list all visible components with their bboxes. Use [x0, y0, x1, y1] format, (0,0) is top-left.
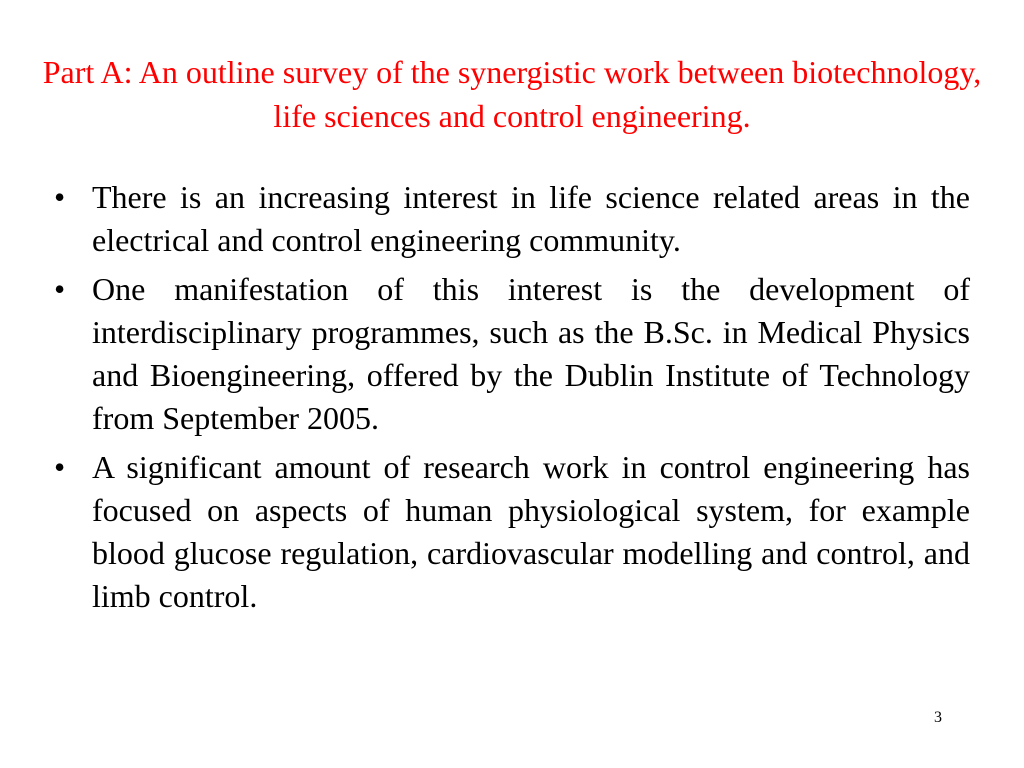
slide-title: Part A: An outline survey of the synergistic work between biotechnology, life sciences and control engineering. [42, 54, 982, 134]
bullet-marker: • [54, 271, 66, 307]
bullet-item [52, 268, 970, 440]
bullet-text: One manifestation of this interest is the development of interdisciplinary programmes, such as the B.Sc. in Medical Physics and Bioengineering, offered by the Dublin Institute of Technology from September 2005. [92, 271, 970, 436]
page-number: 3 [934, 709, 942, 726]
bullet-item [52, 446, 970, 618]
bullet-text: There is an increasing interest in life science related areas in the electrical and control engineering community. [92, 179, 970, 258]
bullet-list [52, 176, 970, 624]
bullet-marker: • [54, 449, 66, 485]
bullet-marker: • [54, 179, 66, 215]
bullet-item [52, 176, 970, 262]
bullet-text: A significant amount of research work in control engineering has focused on aspects of human physiological system, for example blood glucose regulation, cardiovascular modelling and control, and limb control. [92, 449, 970, 614]
